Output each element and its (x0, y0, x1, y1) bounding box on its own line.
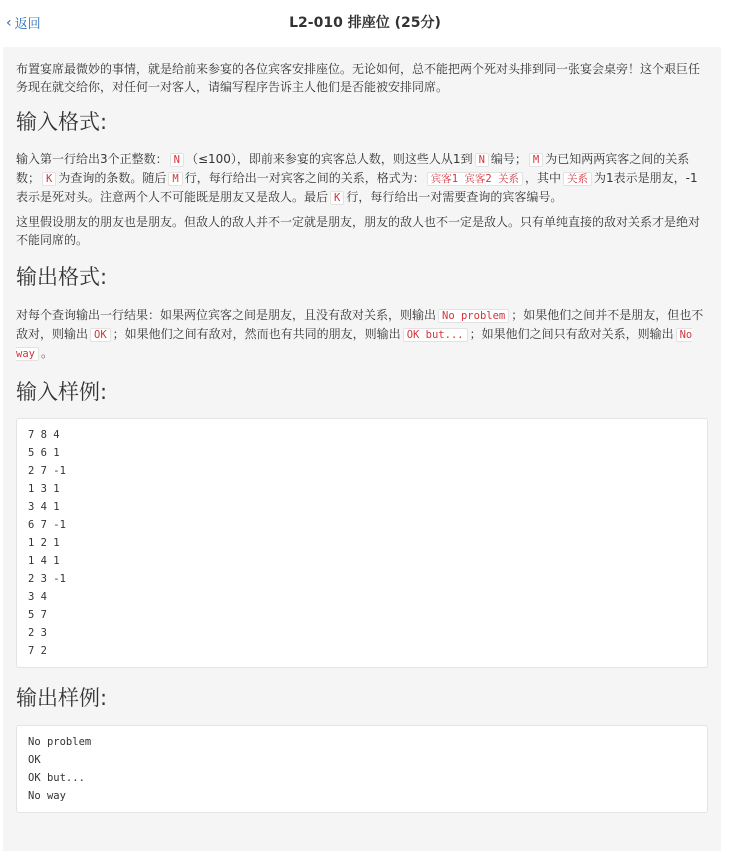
top-bar (0, 0, 730, 44)
code-m: M (168, 172, 182, 186)
code-ok-but: OK but... (403, 328, 468, 342)
back-label: 返回 (14, 17, 41, 32)
code-m: M (529, 153, 543, 167)
input-format-text: 输入第一行给出3个正整数： N （≤100），即前来参宴的宾客总人数，则这些人从1到 N 编号； M 为已知两两宾客之间的关系数； K 为查询的条数。随后 M 行，每行给出一对宾客之间的关系，格式为： 宾客1 宾客2 关系 ，其中 关系 为1表示是朋友，-1表示是死对头。注意两个人不可能既是朋友又是敌人。最后 K 行，每行给出一对需要查询的宾客编号。 (16, 152, 698, 204)
input-format-heading: 输入格式: (16, 110, 108, 134)
page-title: L2-010 排座位 (25分) (289, 15, 441, 31)
sample-output-heading: 输出样例: (16, 686, 108, 710)
sample-output-block (16, 725, 708, 813)
input-note: 这里假设朋友的朋友也是朋友。但敌人的敌人并不一定就是朋友，朋友的敌人也不一定是敌人。只有单纯直接的敌对关系才是绝对不能同席的。 (16, 215, 701, 247)
code-line: 6 7 -1 (28, 519, 66, 531)
output-format-heading: 输出格式: (16, 265, 108, 289)
code-line: 3 4 (28, 591, 47, 603)
code-line: 1 4 1 (28, 555, 60, 567)
code-line: 3 4 1 (28, 501, 60, 513)
code-n: N (170, 153, 184, 167)
code-line: OK but... (28, 772, 85, 784)
code-line: OK (28, 754, 41, 766)
code-line: 5 7 (28, 609, 47, 621)
code-line: 7 2 (28, 645, 47, 657)
code-ok: OK (90, 328, 111, 342)
problem-description: 布置宴席最微妙的事情，就是给前来参宴的各位宾客安排座位。无论如何，总不能把两个死对头排到同一张宴会桌旁！这个艰巨任务现在就交给你，对任何一对客人，请编写程序告诉主人他们是否能被安排同席。 (16, 62, 701, 94)
problem-panel (3, 47, 721, 851)
code-relation: 关系 (563, 172, 592, 186)
code-line: No problem (28, 736, 92, 748)
sample-input-block (16, 418, 708, 668)
code-line: No way (28, 790, 66, 802)
code-format: 宾客1 宾客2 关系 (427, 172, 523, 186)
sample-input-heading: 输入样例: (16, 380, 108, 404)
code-no-problem: No problem (438, 309, 509, 323)
code-line: 1 3 1 (28, 483, 60, 495)
output-format-text: 对每个查询输出一行结果：如果两位宾客之间是朋友，且没有敌对关系，则输出 No problem ；如果他们之间并不是朋友，但也不敌对，则输出 OK ；如果他们之间有敌对，然而也有共同的朋友，则输出 OK but... ；如果他们之间只有敌对关系，则输出 No way 。 (16, 308, 704, 360)
chevron-left-icon: ‹ (6, 14, 12, 31)
code-line: 2 3 -1 (28, 573, 66, 585)
code-n: N (475, 153, 489, 167)
code-line: 2 7 -1 (28, 465, 66, 477)
code-line: 7 8 4 (28, 429, 60, 441)
code-k: K (330, 191, 344, 205)
code-line: 5 6 1 (28, 447, 60, 459)
code-k: K (42, 172, 56, 186)
code-line: 1 2 1 (28, 537, 60, 549)
code-no-way: No way (16, 329, 693, 360)
code-line: 2 3 (28, 627, 47, 639)
